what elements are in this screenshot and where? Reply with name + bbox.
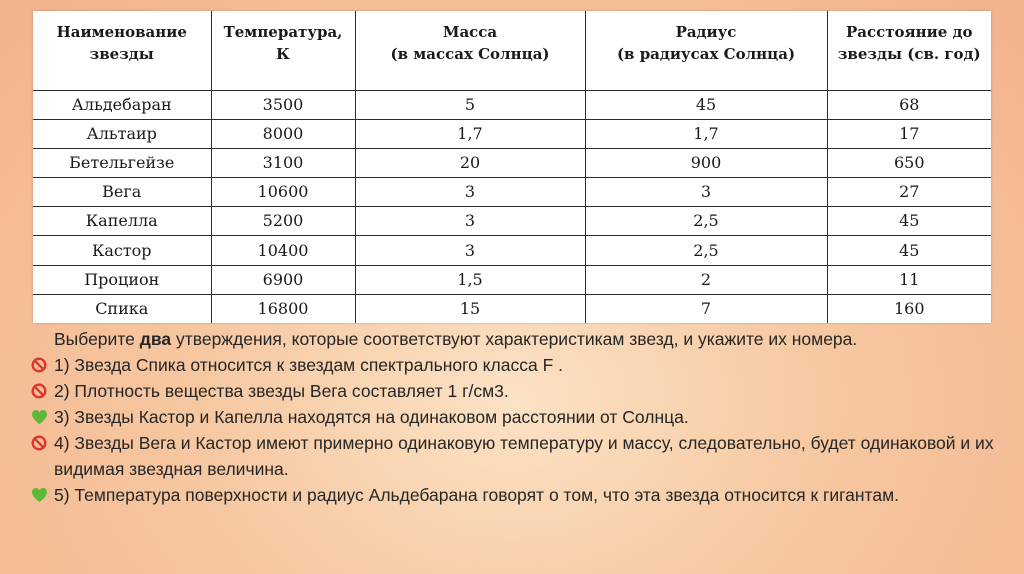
table-cell: Альдебаран <box>33 90 211 119</box>
table-cell: 160 <box>827 294 991 323</box>
header-distance: Расстояние до звезды (св. год) <box>827 11 991 90</box>
header-temperature: Температура, К <box>211 11 355 90</box>
statement-2: 2) Плотность вещества звезды Вега составляет 1 г/см3. <box>30 378 1000 404</box>
question-block <box>30 326 1000 508</box>
table-cell: 2 <box>585 265 827 294</box>
header-mass: Масса (в массах Солнца) <box>355 11 585 90</box>
table-cell: Спика <box>33 294 211 323</box>
table-cell: 16800 <box>211 294 355 323</box>
stop-icon <box>30 382 48 400</box>
statement-1: 1) Звезда Спика относится к звездам спектрального класса F . <box>30 352 1000 378</box>
table-cell: 3 <box>355 178 585 207</box>
table-row <box>33 119 991 148</box>
header-radius: Радиус (в радиусах Солнца) <box>585 11 827 90</box>
table-cell: Вега <box>33 178 211 207</box>
table-cell: Процион <box>33 265 211 294</box>
stop-icon <box>30 434 48 452</box>
star-table-image <box>33 11 991 323</box>
table-header-row <box>33 11 991 90</box>
table-cell: 45 <box>827 207 991 236</box>
heart-icon <box>30 408 48 426</box>
table-cell: 45 <box>827 236 991 265</box>
table-cell: 5 <box>355 90 585 119</box>
table-cell: 2,5 <box>585 207 827 236</box>
table-cell: 45 <box>585 90 827 119</box>
table-cell: Альтаир <box>33 119 211 148</box>
table-cell: 900 <box>585 148 827 177</box>
table-row <box>33 207 991 236</box>
table-cell: 15 <box>355 294 585 323</box>
star-table <box>33 11 991 323</box>
table-cell: 1,7 <box>585 119 827 148</box>
table-cell: 27 <box>827 178 991 207</box>
table-cell: 1,7 <box>355 119 585 148</box>
stop-icon <box>30 356 48 374</box>
question-text: Выберите два утверждения, которые соответствуют характеристикам звезд, и укажите их номера. <box>54 329 858 349</box>
table-cell: Бетельгейзе <box>33 148 211 177</box>
table-cell: 10400 <box>211 236 355 265</box>
table-cell: 10600 <box>211 178 355 207</box>
table-cell: 6900 <box>211 265 355 294</box>
table-cell: 20 <box>355 148 585 177</box>
table-row <box>33 294 991 323</box>
table-cell: 2,5 <box>585 236 827 265</box>
table-cell: 650 <box>827 148 991 177</box>
table-cell: 1,5 <box>355 265 585 294</box>
table-row <box>33 265 991 294</box>
table-cell: 3500 <box>211 90 355 119</box>
table-cell: 3 <box>355 207 585 236</box>
header-name: Наименование звезды <box>33 11 211 90</box>
table-cell: 17 <box>827 119 991 148</box>
table-cell: 3100 <box>211 148 355 177</box>
table-cell: Капелла <box>33 207 211 236</box>
table-cell: 7 <box>585 294 827 323</box>
table-row <box>33 178 991 207</box>
table-row <box>33 90 991 119</box>
statement-5: 5) Температура поверхности и радиус Альдебарана говорят о том, что эта звезда относится к гигантам. <box>30 482 1000 508</box>
table-cell: 3 <box>585 178 827 207</box>
table-cell: 3 <box>355 236 585 265</box>
heart-icon <box>30 486 48 504</box>
table-cell: 68 <box>827 90 991 119</box>
statement-3: 3) Звезды Кастор и Капелла находятся на одинаковом расстоянии от Солнца. <box>30 404 1000 430</box>
table-cell: 8000 <box>211 119 355 148</box>
table-row <box>33 236 991 265</box>
table-cell: 5200 <box>211 207 355 236</box>
table-row <box>33 148 991 177</box>
statement-4: 4) Звезды Вега и Кастор имеют примерно одинаковую температуру и массу, следовательно, будет одинаковой и их видимая звездная величина. <box>30 430 1000 482</box>
table-cell: 11 <box>827 265 991 294</box>
table-cell: Кастор <box>33 236 211 265</box>
